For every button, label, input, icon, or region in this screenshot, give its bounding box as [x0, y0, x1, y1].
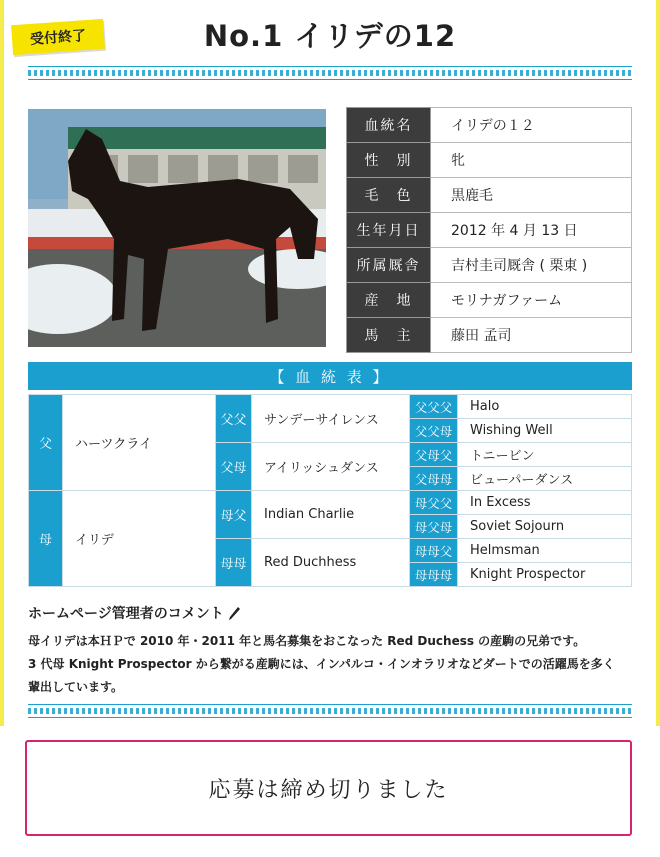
application-closed-message: 応募は締め切りました	[25, 740, 632, 836]
dam-name: イリデ	[63, 491, 216, 587]
gen2-name: サンデーサイレンス	[252, 395, 410, 443]
comment-line: 輩出しています。	[28, 680, 124, 694]
gen3-name: Helmsman	[458, 539, 632, 563]
info-label: 性 別	[347, 143, 431, 178]
info-value: 黒鹿毛	[431, 178, 632, 213]
info-value: モリナガファーム	[431, 283, 632, 318]
gen3-label: 父父母	[410, 419, 458, 443]
comment-body	[28, 630, 634, 699]
info-row-coat	[347, 178, 632, 213]
bottom-ornament-divider	[28, 704, 632, 718]
info-value: 2012 年 4 月 13 日	[431, 213, 632, 248]
gen2-name: アイリッシュダンス	[252, 443, 410, 491]
info-label: 血統名	[347, 108, 431, 143]
info-value: 牝	[431, 143, 632, 178]
info-label: 生年月日	[347, 213, 431, 248]
gen3-label: 母父父	[410, 491, 458, 515]
info-value: 藤田 孟司	[431, 318, 632, 353]
gen3-name: トニービン	[458, 443, 632, 467]
info-label: 所属厩舎	[347, 248, 431, 283]
comment-title	[28, 603, 242, 623]
dam-label: 母	[29, 491, 63, 587]
info-label: 産 地	[347, 283, 431, 318]
pedigree-heading: 【 血 統 表 】	[28, 362, 632, 390]
pedigree-table	[28, 394, 632, 587]
gen3-name: Wishing Well	[458, 419, 632, 443]
info-value: イリデの１２	[431, 108, 632, 143]
gen2-label: 母父	[216, 491, 252, 539]
comment-line: 3 代母 Knight Prospector から繋がる産駒には、インパルコ・インオラリオなどダートでの活躍馬を多く	[28, 657, 615, 671]
gen2-name: Red Duchhess	[252, 539, 410, 587]
comment-line: 母イリデは本ＨＰで 2010 年・2011 年と馬名募集をおこなった Red Duchess の産駒の兄弟です。	[28, 634, 586, 648]
left-border	[0, 0, 4, 726]
gen2-name: Indian Charlie	[252, 491, 410, 539]
info-row-owner	[347, 318, 632, 353]
gen3-name: In Excess	[458, 491, 632, 515]
gen3-name: ビューパーダンス	[458, 467, 632, 491]
info-value: 吉村圭司厩舎 ( 栗東 )	[431, 248, 632, 283]
pencil-icon	[228, 605, 242, 621]
status-badge: 受付終了	[11, 19, 105, 55]
gen3-label: 母父母	[410, 515, 458, 539]
horse-photo	[28, 109, 326, 347]
info-row-pedigree-name	[347, 108, 632, 143]
top-ornament-divider	[28, 66, 632, 80]
horse-photo-illustration	[28, 109, 326, 347]
horse-info-table	[346, 107, 632, 353]
gen3-label: 父父父	[410, 395, 458, 419]
gen3-label: 母母母	[410, 563, 458, 587]
info-label: 馬 主	[347, 318, 431, 353]
gen3-label: 父母母	[410, 467, 458, 491]
gen3-name: Knight Prospector	[458, 563, 632, 587]
gen2-label: 父父	[216, 395, 252, 443]
gen3-name: Soviet Sojourn	[458, 515, 632, 539]
gen2-label: 母母	[216, 539, 252, 587]
info-row-origin	[347, 283, 632, 318]
info-row-stable	[347, 248, 632, 283]
info-row-sex	[347, 143, 632, 178]
gen3-name: Halo	[458, 395, 632, 419]
comment-title-text: ホームページ管理者のコメント	[28, 606, 224, 622]
gen3-label: 父母父	[410, 443, 458, 467]
sire-name: ハーツクライ	[63, 395, 216, 491]
page-title: No.1 イリデの12	[203, 19, 457, 53]
gen3-label: 母母父	[410, 539, 458, 563]
info-row-birthdate	[347, 213, 632, 248]
sire-label: 父	[29, 395, 63, 491]
right-border	[656, 0, 660, 726]
gen2-label: 父母	[216, 443, 252, 491]
info-label: 毛 色	[347, 178, 431, 213]
